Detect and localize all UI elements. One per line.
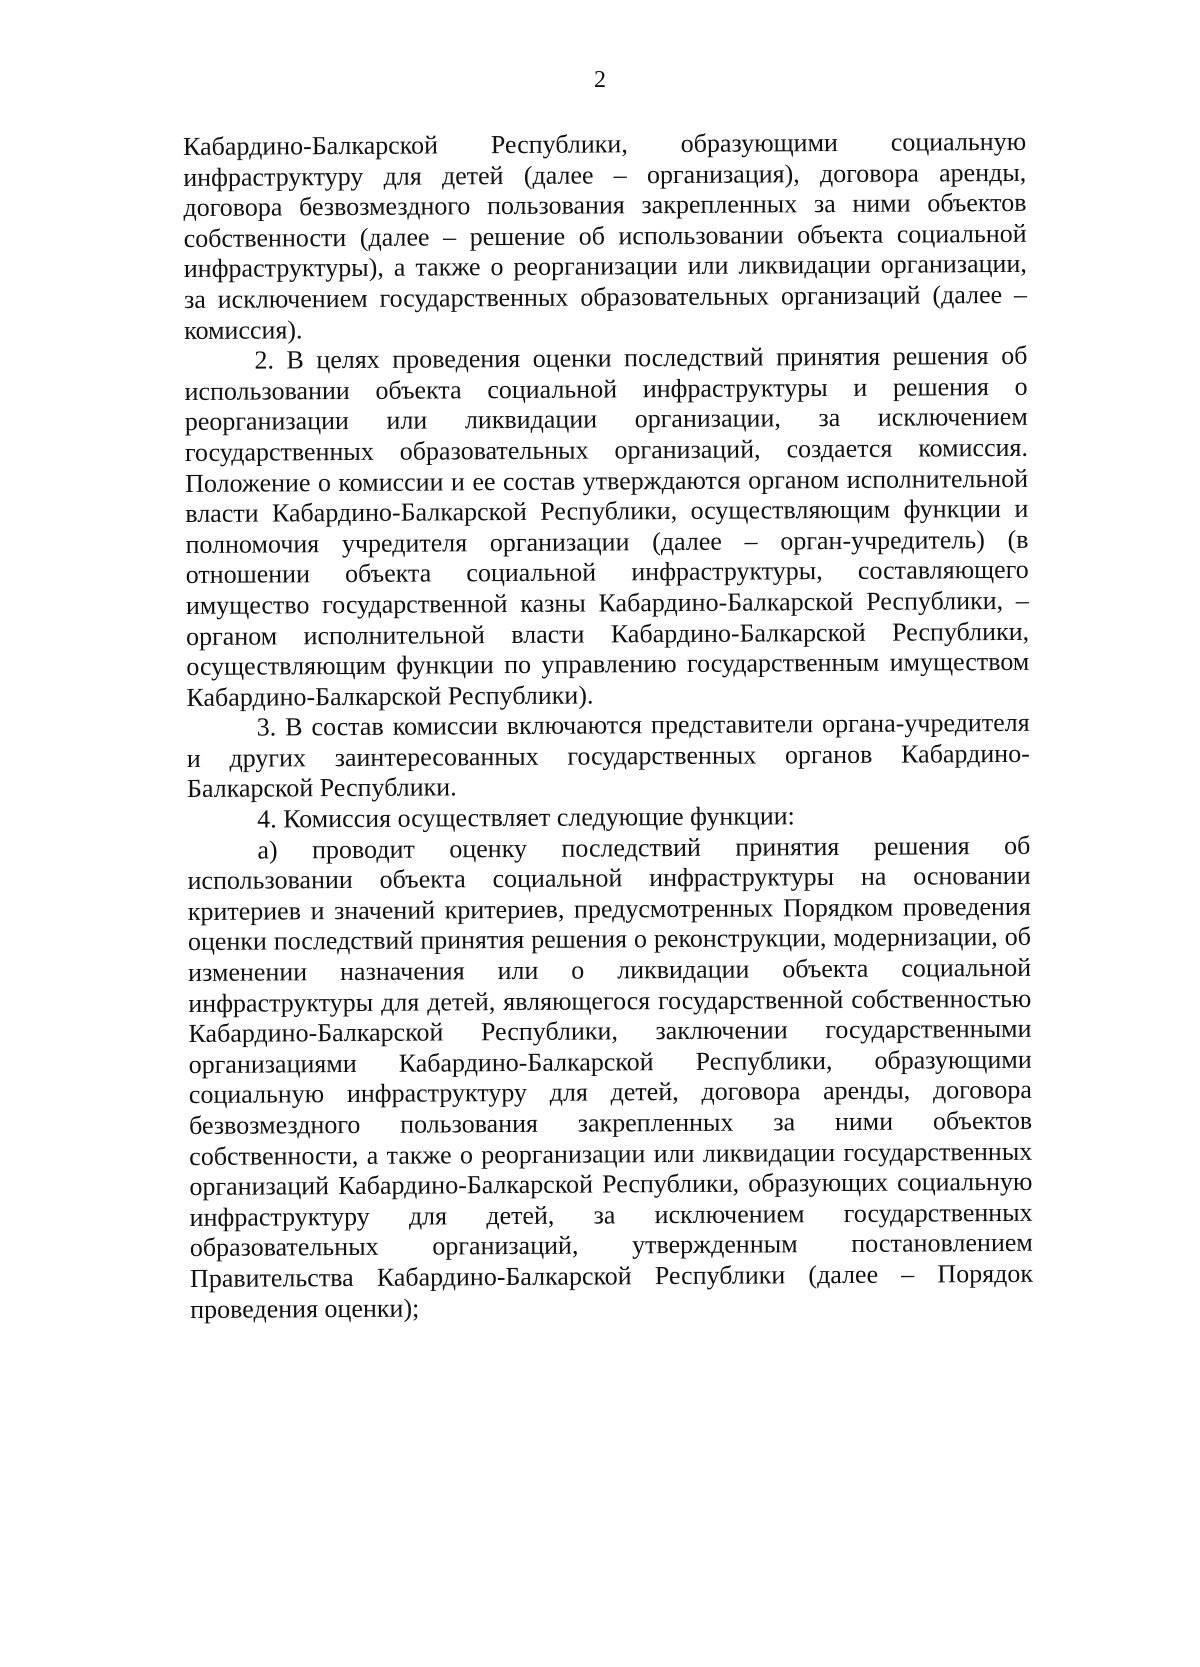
page-number: 2	[594, 67, 606, 93]
paragraph-item-3: 3. В состав комиссии включаются представители органа-учредителя и других заинтересованных государственных органов Кабардино-Балкарской Республики.	[186, 708, 1030, 804]
paragraph-item-2: 2. В целях проведения оценки последствий принятия решения об использовании объекта социальной инфраструктуры и решения о реорганизации или ликвидации организации, за исключением государственных образовательных организаций, создается комиссия. Положение о комиссии и ее состав утверждаются органом исполнительной власти Кабардино-Балкарской Республики, осуществляющим функции и полномочия учредителя организации (далее – орган-учредитель) (в отношении объекта социальной инфраструктуры, составляющего имущество государственной казны Кабардино-Балкарской Республики, – органом исполнительной власти Кабардино-Балкарской Республики, осуществляющим функции по управлению государственным имуществом Кабардино-Балкарской Республики).	[184, 341, 1030, 712]
paragraph-item-4: 4. Комиссия осуществляет следующие функции:	[257, 801, 795, 834]
document-body	[183, 127, 1033, 1325]
paragraph-continuation: Кабардино-Балкарской Республики, образующими социальную инфраструктуру для детей (далее – организация), договора аренды, договора безвозмездного пользования закрепленных за ними объектов собственности (далее – решение об использовании объекта социальной инфраструктуры), а также о реорганизации или ликвидации организации, за исключением государственных образовательных организаций (далее – комиссия).	[183, 126, 1028, 345]
paragraph-item-4a: а) проводит оценку последствий принятия решения об использовании объекта социальной инфраструктуры на основании критериев и значений критериев, предусмотренных Порядком проведения оценки последствий принятия решения о реконструкции, модернизации, об изменении назначения или о ликвидации объекта социальной инфраструктуры для детей, являющегося государственной собственностью Кабардино-Балкарской Республики, заключении государственными организациями Кабардино-Балкарской Республики, образующими социальную инфраструктуру для детей, договора аренды, договора безвозмездного пользования закрепленных за ними объектов собственности, а также о реорганизации или ликвидации государственных организаций Кабардино-Балкарской Республики, образующих социальную инфраструктуру для детей, за исключением государственных образовательных организаций, утвержденным постановлением Правительства Кабардино-Балкарской Республики (далее – Порядок проведения оценки);	[187, 830, 1034, 1324]
